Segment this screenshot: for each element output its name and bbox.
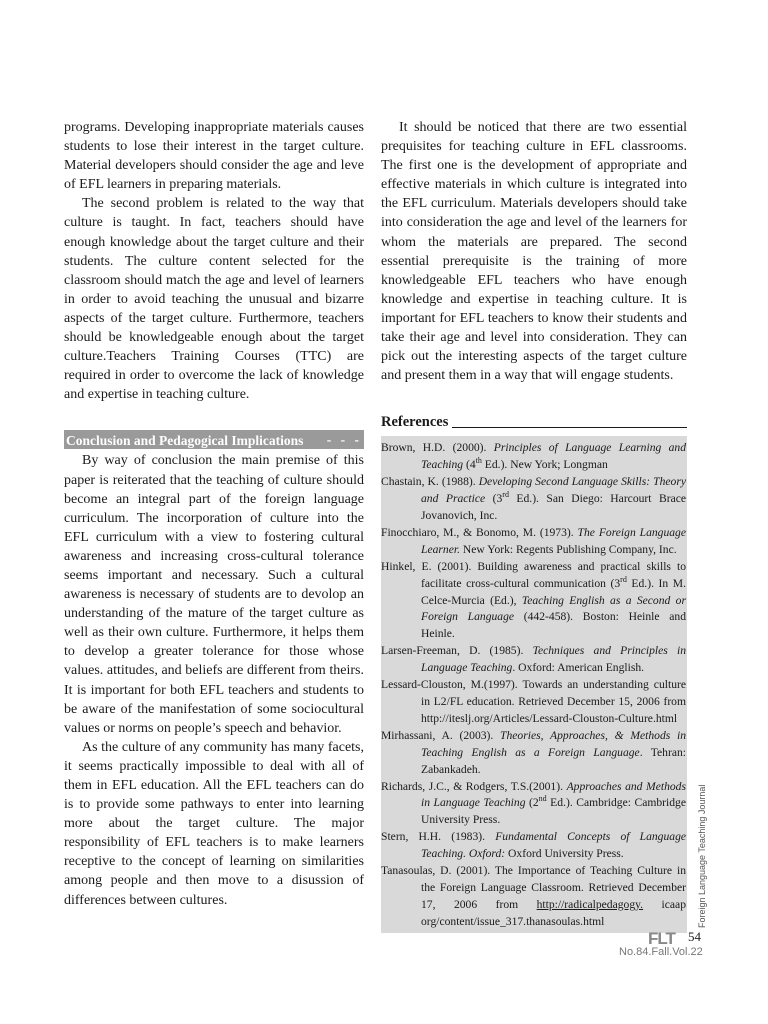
ref-text: . Oxford: American English.: [512, 661, 645, 675]
section-heading-text: Conclusion and Pedagogical Implications: [66, 433, 304, 449]
ref-text: icaap org/content/issue_317.thanasoulas.html: [421, 897, 686, 928]
ref-title: Fundamental Concepts of Language Teaching. Oxford:: [421, 830, 687, 861]
flt-logo: FLT: [648, 929, 675, 948]
journal-name: Foreign Language Teaching Journal: [697, 784, 707, 928]
ref-text: Mirhassani, A. (2003).: [381, 728, 501, 742]
ref-text: Chastain, K. (1988).: [381, 475, 479, 489]
body-paragraph: By way of conclusion the main premise of this paper is reiterated that the teaching of culture should become an integral part of the foreign language curriculum. The incorporation of culture into the EFL curriculum with a view to fostering cultural awareness and increasing cross-cultural tolerance seems important and necessary. Such a cultural awareness is necessary of students are to devolop an understanding of the mature of the target culture as well as their own culture. Furthermore, it helps them to develop a greater tolerance for those whose values. attitudes, and beliefs are different from theirs. It is important for both EFL teachers and students to be aware of the manifestation of some sociocultural values or norms on people’s speech and behavior.: [64, 453, 364, 736]
ref-sup: nd: [538, 794, 547, 804]
left-column: [64, 118, 364, 910]
ref-title: The Foreign Language Learner.: [421, 525, 686, 556]
references-rule: [452, 427, 687, 428]
reference-item: [381, 829, 687, 863]
issue-label: No.84.Fall.Vol.22: [619, 946, 703, 958]
ref-text: Richards, J.C., & Rodgers, T.S.(2001).: [381, 779, 567, 793]
body-paragraph: It should be noticed that there are two essential prequisites for teaching culture in EFL classrooms. The first one is the development of appropriate and effective materials in which culture is integrated into the EFL curriculum. Materials developers should take into consideration the age and level of the learners for whom the materials are prepared. The second essential prerequisite is the training of more knowledgeable EFL teachers who have enough knowledge and expertise in teaching culture. It is important for EFL teachers to know their students and take their age and level into consideration. They can pick out the interesting aspects of the target culture and present them in a way that will engage students.: [381, 120, 687, 384]
ref-title: Developing Second Language Skills: Theory and Practice: [421, 475, 686, 506]
ref-text: Brown, H.D. (2000).: [381, 441, 494, 455]
ref-text: Tanasoulas, D. (2001). The Importance of Teaching Culture in the Foreign Language Classroom. Retrieved December 17, 2006 from: [381, 864, 686, 911]
reference-item: [381, 643, 687, 677]
reference-item: [381, 559, 687, 644]
reference-item: [381, 677, 687, 728]
reference-item: [381, 525, 687, 559]
reference-item: [381, 779, 687, 830]
right-column: [381, 118, 687, 933]
ref-title: Teaching English as a Second or Foreign Language: [421, 593, 686, 624]
ref-sup: rd: [502, 490, 509, 500]
ref-link[interactable]: http://radicalpedagogy.: [536, 897, 644, 911]
references-heading-text: References: [381, 414, 449, 431]
body-paragraph: programs. Developing inappropriate materials causes students to lose their interest in the target culture. Material developers should consider the age and leve of EFL learners in preparing materials.: [64, 120, 364, 193]
page-number: 54: [688, 929, 701, 944]
ref-title: Principles of Language Learning and Teaching: [421, 441, 686, 472]
ref-text: New York: Regents Publishing Company, Inc.: [459, 542, 677, 556]
section-heading-dash: - - -: [326, 432, 362, 448]
ref-text: Oxford University Press.: [505, 847, 624, 861]
ref-text: (442-458). Boston: Heinle and Heinle.: [421, 610, 686, 641]
body-paragraph: As the culture of any community has many facets, it seems practically impossible to deal with all of them in EFL education. All the EFL teachers can do is to provide some pathways to enter into learning more about the target culture. The major responsibility of EFL teachers is to make learners receptive to the concept of learning on similarities among people and then move to a disussion of differences between cultures.: [64, 739, 364, 908]
ref-sup: rd: [620, 574, 627, 584]
ref-text: Larsen-Freeman, D. (1985).: [381, 644, 533, 658]
ref-text: Hinkel, E. (2001). Building awareness and practical skills to facilitate cross-cultural communication (3: [381, 559, 686, 590]
ref-title: Theories, Approaches, & Methods in Teaching English as a Foreign Language: [421, 728, 686, 759]
section-heading: [64, 430, 364, 449]
body-paragraph: The second problem is related to the way that culture is taught. In fact, teachers should have enough knowledge about the target culture and their students. The culture content selected for the classroom should match the age and level of learners in order to avoid teaching the unusual and bizarre aspects of the target culture. Furthermore, teachers should be knowledgeable enough about the target culture.Teachers Training Courses (TTC) are required in order to overcome the lack of knowledge and expertise in teaching culture.: [64, 196, 364, 403]
ref-text: Ed.). New York; Longman: [481, 458, 608, 472]
ref-text: Ed.). In M. Celce-Murcia (Ed.),: [421, 576, 686, 607]
ref-text: Finocchiaro, M., & Bonomo, M. (1973).: [381, 525, 578, 539]
reference-item: [381, 863, 687, 931]
ref-text: Ed.). San Diego: Harcourt Brace Jovanovich, Inc.: [421, 492, 687, 523]
ref-text: (2: [525, 796, 539, 810]
reference-item: [381, 728, 687, 779]
ref-text: (4: [463, 458, 476, 472]
references-list: [381, 436, 687, 932]
ref-title: Techniques and Principles in Language Teaching: [421, 644, 687, 675]
ref-text: Lessard-Clouston, M.(1997). Towards an understanding culture in L2/FL education. Retrieved December 15, 2006 from http://iteslj.org/Articles/Lessard-Clouston-Culture.html: [381, 678, 686, 725]
ref-text: Stern, H.H. (1983).: [381, 830, 496, 844]
ref-text: (3: [485, 492, 503, 506]
reference-item: [381, 440, 687, 474]
ref-sup: th: [475, 456, 482, 466]
ref-title: Approaches and Methods in Language Teaching: [421, 779, 686, 810]
ref-text: . Tehran: Zabankadeh.: [421, 745, 687, 776]
ref-text: Ed.). Cambridge: Cambridge University Press.: [421, 796, 686, 827]
references-heading: [381, 413, 687, 432]
reference-item: [381, 474, 687, 525]
